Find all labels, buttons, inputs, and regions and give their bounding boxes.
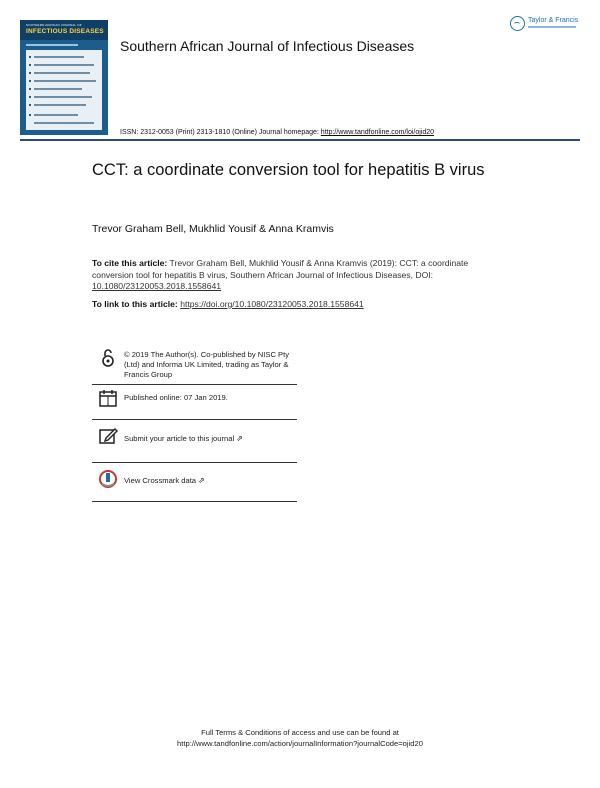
published-text: Published online: 07 Jan 2019. bbox=[124, 393, 228, 402]
crossmark-link[interactable] bbox=[124, 476, 298, 486]
article-authors: Trevor Graham Bell, Mukhlid Yousif & Anna Kramvis bbox=[92, 223, 334, 235]
submit-article-text: Submit your article to this journal bbox=[124, 434, 235, 443]
crossmark-icon bbox=[98, 469, 118, 489]
cover-kicker: SOUTHERN AFRICAN JOURNAL OF bbox=[26, 23, 82, 27]
submit-article-row[interactable] bbox=[92, 426, 297, 450]
publisher-logo-text: Taylor & Francis bbox=[528, 17, 579, 24]
citation-text: Trevor Graham Bell, Mukhlid Yousif & Anna Kramvis (2019): CCT: a coordinate conversion tool for hepatitis B virus, Southern African Journal of Infectious Diseases, DOI: bbox=[92, 258, 469, 280]
submit-article-link[interactable] bbox=[124, 434, 298, 444]
crossmark-external-link-icon: ⇗ bbox=[198, 476, 205, 485]
open-access-text: © 2019 The Author(s). Co-published by NISC Pty (Ltd) and Informa UK Limited, trading as Taylor & Francis Group bbox=[124, 350, 290, 379]
info-divider-1 bbox=[92, 384, 297, 385]
article-link-block bbox=[92, 299, 512, 311]
open-access-lock-icon bbox=[98, 348, 118, 368]
external-link-icon: ⇗ bbox=[236, 434, 243, 443]
edit-icon bbox=[98, 426, 118, 446]
issn-text: ISSN: 2312-0053 (Print) 2313-1810 (Online) Journal homepage: bbox=[120, 129, 321, 136]
journal-homepage-link[interactable]: http://www.tandfonline.com/loi/ojid20 bbox=[320, 129, 435, 136]
article-doi-link[interactable]: https://doi.org/10.1080/23120053.2018.1558641 bbox=[180, 299, 364, 309]
footer-terms-link[interactable]: http://www.tandfonline.com/action/journalInformation?journalCode=ojid20 bbox=[177, 739, 423, 748]
footer-terms-text: Full Terms & Conditions of access and use can be found at bbox=[201, 728, 399, 737]
issn-line bbox=[120, 129, 434, 136]
info-divider-3 bbox=[92, 462, 297, 463]
journal-cover-image bbox=[20, 20, 108, 135]
header-divider bbox=[20, 139, 580, 141]
info-divider-2 bbox=[92, 419, 297, 420]
open-access-row bbox=[92, 348, 297, 382]
info-divider-4 bbox=[92, 501, 297, 502]
citation-block bbox=[92, 258, 512, 293]
article-title: CCT: a coordinate conversion tool for hepatitis B virus bbox=[92, 161, 485, 179]
footer bbox=[0, 727, 600, 749]
published-row bbox=[92, 388, 297, 410]
calendar-icon bbox=[98, 388, 118, 408]
cover-contents-panel bbox=[26, 50, 102, 130]
cover-title: INFECTIOUS DISEASES bbox=[26, 28, 104, 35]
publisher-logo bbox=[510, 16, 582, 38]
crossmark-row[interactable] bbox=[92, 469, 297, 493]
publisher-logo-tagline bbox=[528, 26, 576, 28]
publisher-logo-icon bbox=[510, 16, 525, 31]
article-link-label: To link to this article: bbox=[92, 299, 181, 309]
citation-doi-link[interactable]: 10.1080/23120053.2018.1558641 bbox=[92, 281, 222, 291]
crossmark-text: View Crossmark data bbox=[124, 476, 197, 485]
journal-title: Southern African Journal of Infectious Diseases bbox=[120, 38, 415, 54]
cover-subline bbox=[26, 44, 78, 46]
citation-label: To cite this article: bbox=[92, 258, 168, 268]
